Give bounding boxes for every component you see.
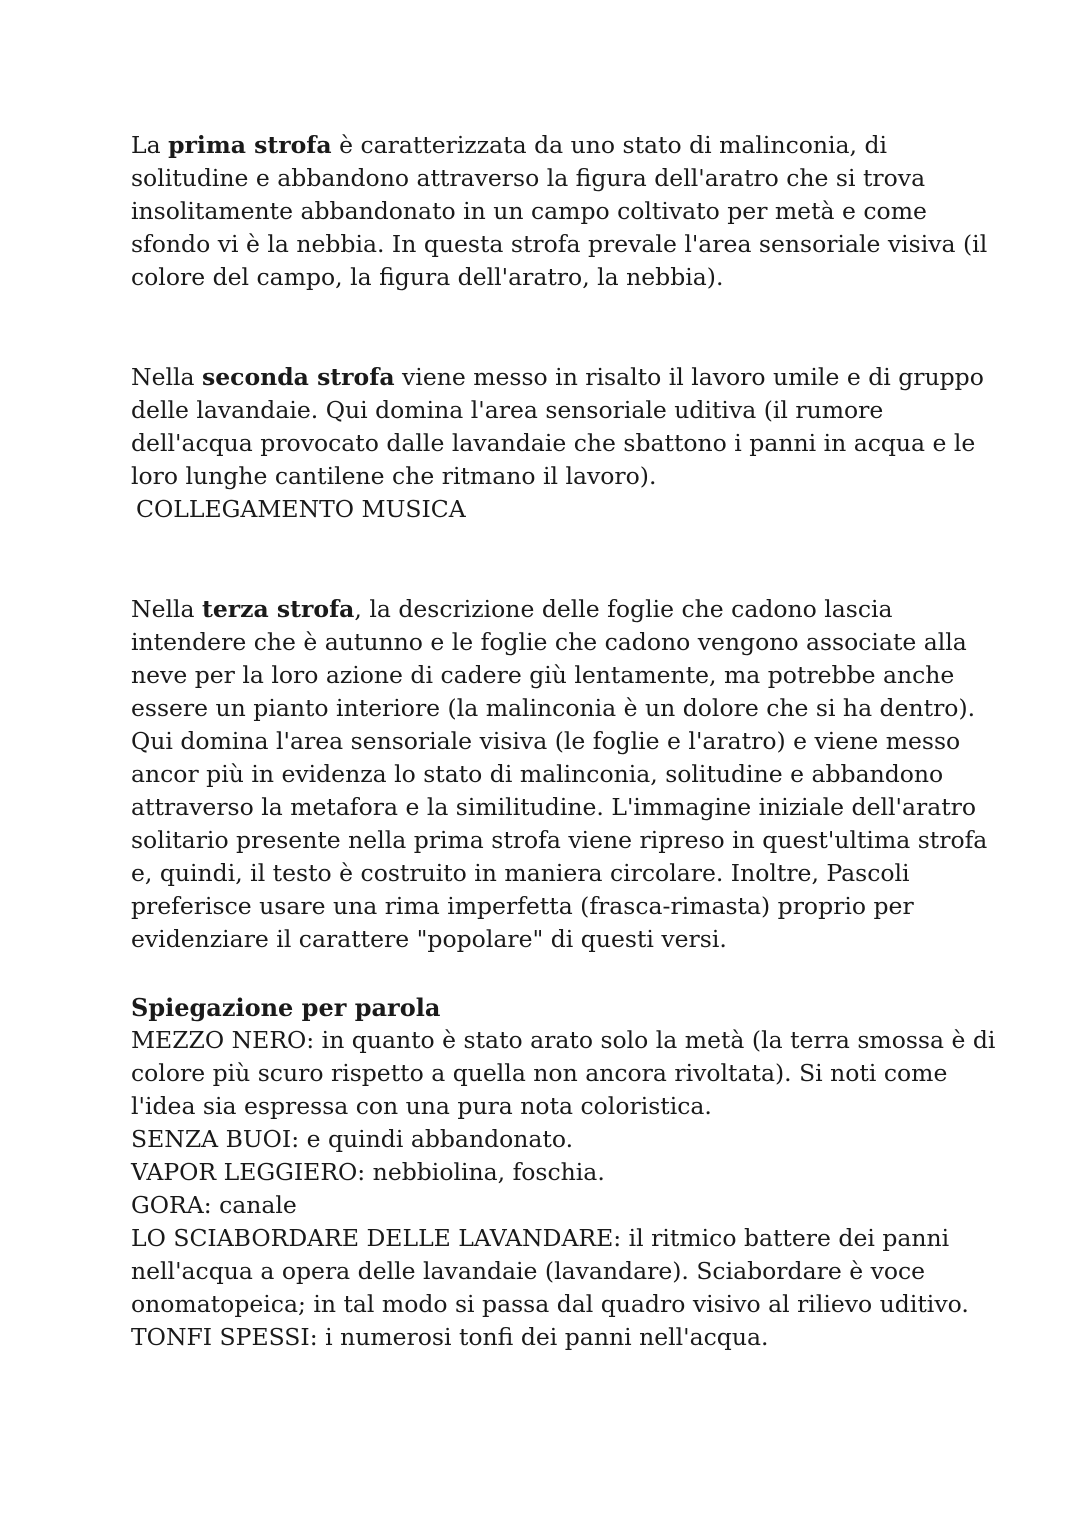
glossary-line: TONFI SPESSI: i numerosi tonfi dei panni nell'acqua. (131, 1323, 769, 1351)
glossary-line: LO SCIABORDARE DELLE LAVANDARE: il ritmico battere dei panni (131, 1224, 950, 1252)
paragraph-line: sfondo vi è la nebbia. In questa strofa prevale l'area sensoriale visiva (il (131, 230, 988, 258)
paragraph-line (131, 593, 951, 626)
glossary-line: nell'acqua a opera delle lavandaie (lavandare). Sciabordare è voce (131, 1257, 926, 1285)
paragraph-line: Qui domina l'area sensoriale visiva (le foglie e l'aratro) e viene messo (131, 727, 961, 755)
text-run: Nella (131, 595, 202, 623)
paragraph-line: loro lunghe cantilene che ritmano il lavoro). (131, 462, 657, 490)
paragraph-seconda-strofa (131, 361, 984, 526)
bold-term: terza strofa (201, 595, 355, 623)
text-run: La (131, 131, 169, 159)
text-run: , la descrizione delle foglie che cadono lascia (354, 595, 893, 623)
paragraph-line: solitario presente nella prima strofa viene ripreso in quest'ultima strofa (131, 826, 988, 854)
bold-term: seconda strofa (201, 363, 395, 391)
paragraph-line: dell'acqua provocato dalle lavandaie che sbattono i panni in acqua e le (131, 429, 976, 457)
glossary-line: colore più scuro rispetto a quella non ancora rivoltata). Si noti come (131, 1059, 948, 1087)
glossary-line: onomatopeica; in tal modo si passa dal quadro visivo al rilievo uditivo. (131, 1290, 969, 1318)
bold-term: prima strofa (168, 131, 332, 159)
glossary-section (131, 991, 996, 1354)
paragraph-line (131, 361, 984, 394)
paragraph-prima-strofa (131, 129, 988, 294)
paragraph-line: preferisce usare una rima imperfetta (frasca-rimasta) proprio per (131, 892, 914, 920)
glossary-line: GORA: canale (131, 1191, 297, 1219)
paragraph-line: attraverso la metafora e la similitudine. L'immagine iniziale dell'aratro (131, 793, 977, 821)
text-run: viene messo in risalto il lavoro umile e di gruppo (394, 363, 984, 391)
paragraph-line: delle lavandaie. Qui domina l'area sensoriale uditiva (il rumore (131, 396, 884, 424)
paragraph-line: essere un pianto interiore (la malinconia è un dolore che si ha dentro). (131, 694, 976, 722)
paragraph-terza-strofa (131, 593, 988, 956)
link-note: COLLEGAMENTO MUSICA (136, 495, 466, 523)
paragraph-line: insolitamente abbandonato in un campo coltivato per metà e come (131, 197, 927, 225)
glossary-line: SENZA BUOI: e quindi abbandonato. (131, 1125, 574, 1153)
glossary-line: MEZZO NERO: in quanto è stato arato solo la metà (la terra smossa è di (131, 1026, 996, 1054)
paragraph-line: solitudine e abbandono attraverso la figura dell'aratro che si trova (131, 164, 926, 192)
glossary-heading: Spiegazione per parola (131, 993, 441, 1022)
paragraph-line: e, quindi, il testo è costruito in maniera circolare. Inoltre, Pascoli (131, 859, 910, 887)
glossary-line: l'idea sia espressa con una pura nota coloristica. (131, 1092, 712, 1120)
paragraph-line: evidenziare il carattere "popolare" di questi versi. (131, 925, 727, 953)
text-run: Nella (131, 363, 202, 391)
paragraph-line: colore del campo, la figura dell'aratro, la nebbia). (131, 263, 724, 291)
glossary-line: VAPOR LEGGIERO: nebbiolina, foschia. (131, 1158, 605, 1186)
text-run: è caratterizzata da uno stato di malinconia, di (331, 131, 888, 159)
paragraph-line: ancor più in evidenza lo stato di malinconia, solitudine e abbandono (131, 760, 944, 788)
paragraph-line: neve per la loro azione di cadere giù lentamente, ma potrebbe anche (131, 661, 955, 689)
paragraph-line: intendere che è autunno e le foglie che cadono vengono associate alla (131, 628, 967, 656)
paragraph-line (131, 129, 951, 162)
